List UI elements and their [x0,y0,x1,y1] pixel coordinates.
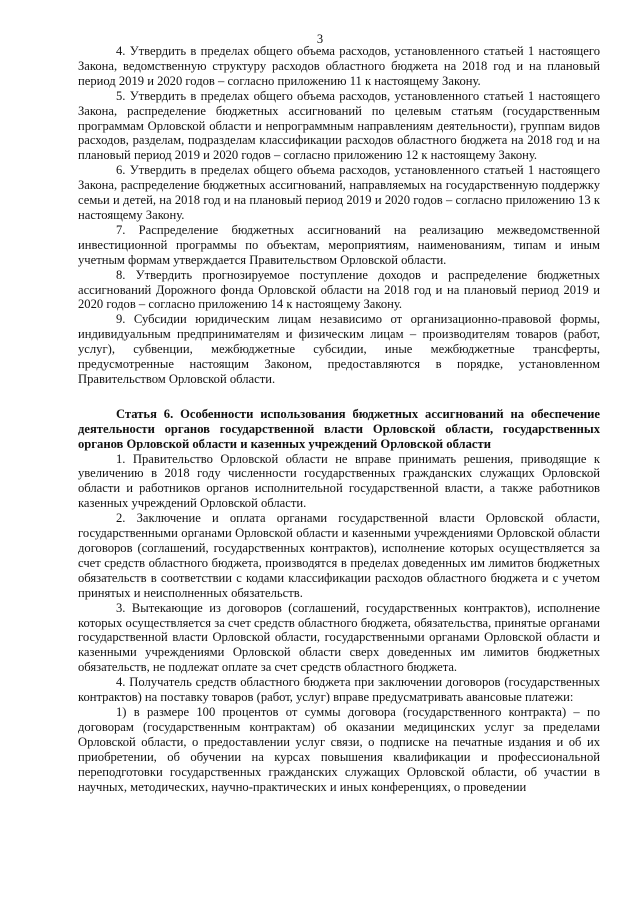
page-number: 3 [316,32,324,46]
paragraph: 1) в размере 100 процентов от суммы договора (государственного контракта) – по договорам (государственным контрактам) об оказании медицинских услуг за пределами Орловской области, о предоставлении услуг связи, о подписке на печатные издания и об их приобретении, об обучении на курсах повышения квалификации и профессиональной переподготовки государственных гражданских служащих Орловской области, об участии в научных, методических, научно-практических и иных конференциях, о проведении [78,704,600,794]
document-body [78,44,600,794]
paragraph: 3. Вытекающие из договоров (соглашений, государственных контрактов), исполнение которых осуществляется за счет средств областного бюджета, обязательства, принятые органами государственной власти Орловской области, государственными органами Орловской области и казенными учреждениями Орловской области сверх доведенных им лимитов бюджетных обязательств, не подлежат оплате за счет средств областного бюджета. [78,600,600,675]
article-heading: Статья 6. Особенности использования бюджетных ассигнований на обеспечение деятельности органов государственной власти Орловской области, государственных органов Орловской области и казенных учреждений Орловской области [78,406,600,451]
paragraph: 1. Правительство Орловской области не вправе принимать решения, приводящие к увеличению в 2018 году численности государственных гражданских служащих Орловской области и работников органов исполнительной государственной власти, а также работников казенных учреждений Орловской области. [78,451,600,511]
paragraph: 4. Утвердить в пределах общего объема расходов, установленного статьей 1 настоящего Закона, ведомственную структуру расходов областного бюджета на 2018 год и на плановый период 2019 и 2020 годов – согласно приложению 11 к настоящему Закону. [78,44,600,88]
paragraph: 8. Утвердить прогнозируемое поступление доходов и распределение бюджетных ассигнований Дорожного фонда Орловской области на 2018 год и на плановый период 2019 и 2020 годов – согласно приложению 14 к настоящему Закону. [78,267,600,312]
paragraph: 4. Получатель средств областного бюджета при заключении договоров (государственных контрактов) на поставку товаров (работ, услуг) вправе предусматривать авансовые платежи: [78,675,600,705]
paragraph: 7. Распределение бюджетных ассигнований на реализацию межведомственной инвестиционной программы по объектам, мероприятиям, наименованиям, типам и иным учетным формам утверждается Правительством Орловской области. [78,222,600,267]
paragraph: 2. Заключение и оплата органами государственной власти Орловской области, государственными органами Орловской области и казенными учреждениями Орловской области договоров (соглашений, государственных контрактов), исполнение которых осуществляется за счет средств областного бюджета, производятся в пределах доведенных им лимитов бюджетных обязательств в соответствии с кодами классификации расходов областного бюджета и с учетом принятых и неисполненных обязательств. [78,511,600,600]
paragraph: 9. Субсидии юридическим лицам независимо от организационно-правовой формы, индивидуальным предпринимателям и физическим лицам – производителям товаров (работ, услуг), субвенции, межбюджетные субсидии, иные межбюджетные трансферты, предусмотренные настоящим Законом, предоставляются в порядке, установленном Правительством Орловской области. [78,312,600,386]
paragraph: 5. Утвердить в пределах общего объема расходов, установленного статьей 1 настоящего Закона, распределение бюджетных ассигнований по целевым статьям (государственным программам Орловской области и непрограммным направлениям деятельности), группам видов расходов, разделам, подразделам классификации расходов областного бюджета на 2018 год и на плановый период 2019 и 2020 годов – согласно приложению 12 к настоящему Закону. [78,88,600,163]
paragraph: 6. Утвердить в пределах общего объема расходов, установленного статьей 1 настоящего Закона, распределение бюджетных ассигнований, направляемых на государственную поддержку семьи и детей, на 2018 год и на плановый период 2019 и 2020 годов – согласно приложению 13 к настоящему Закону. [78,163,600,222]
